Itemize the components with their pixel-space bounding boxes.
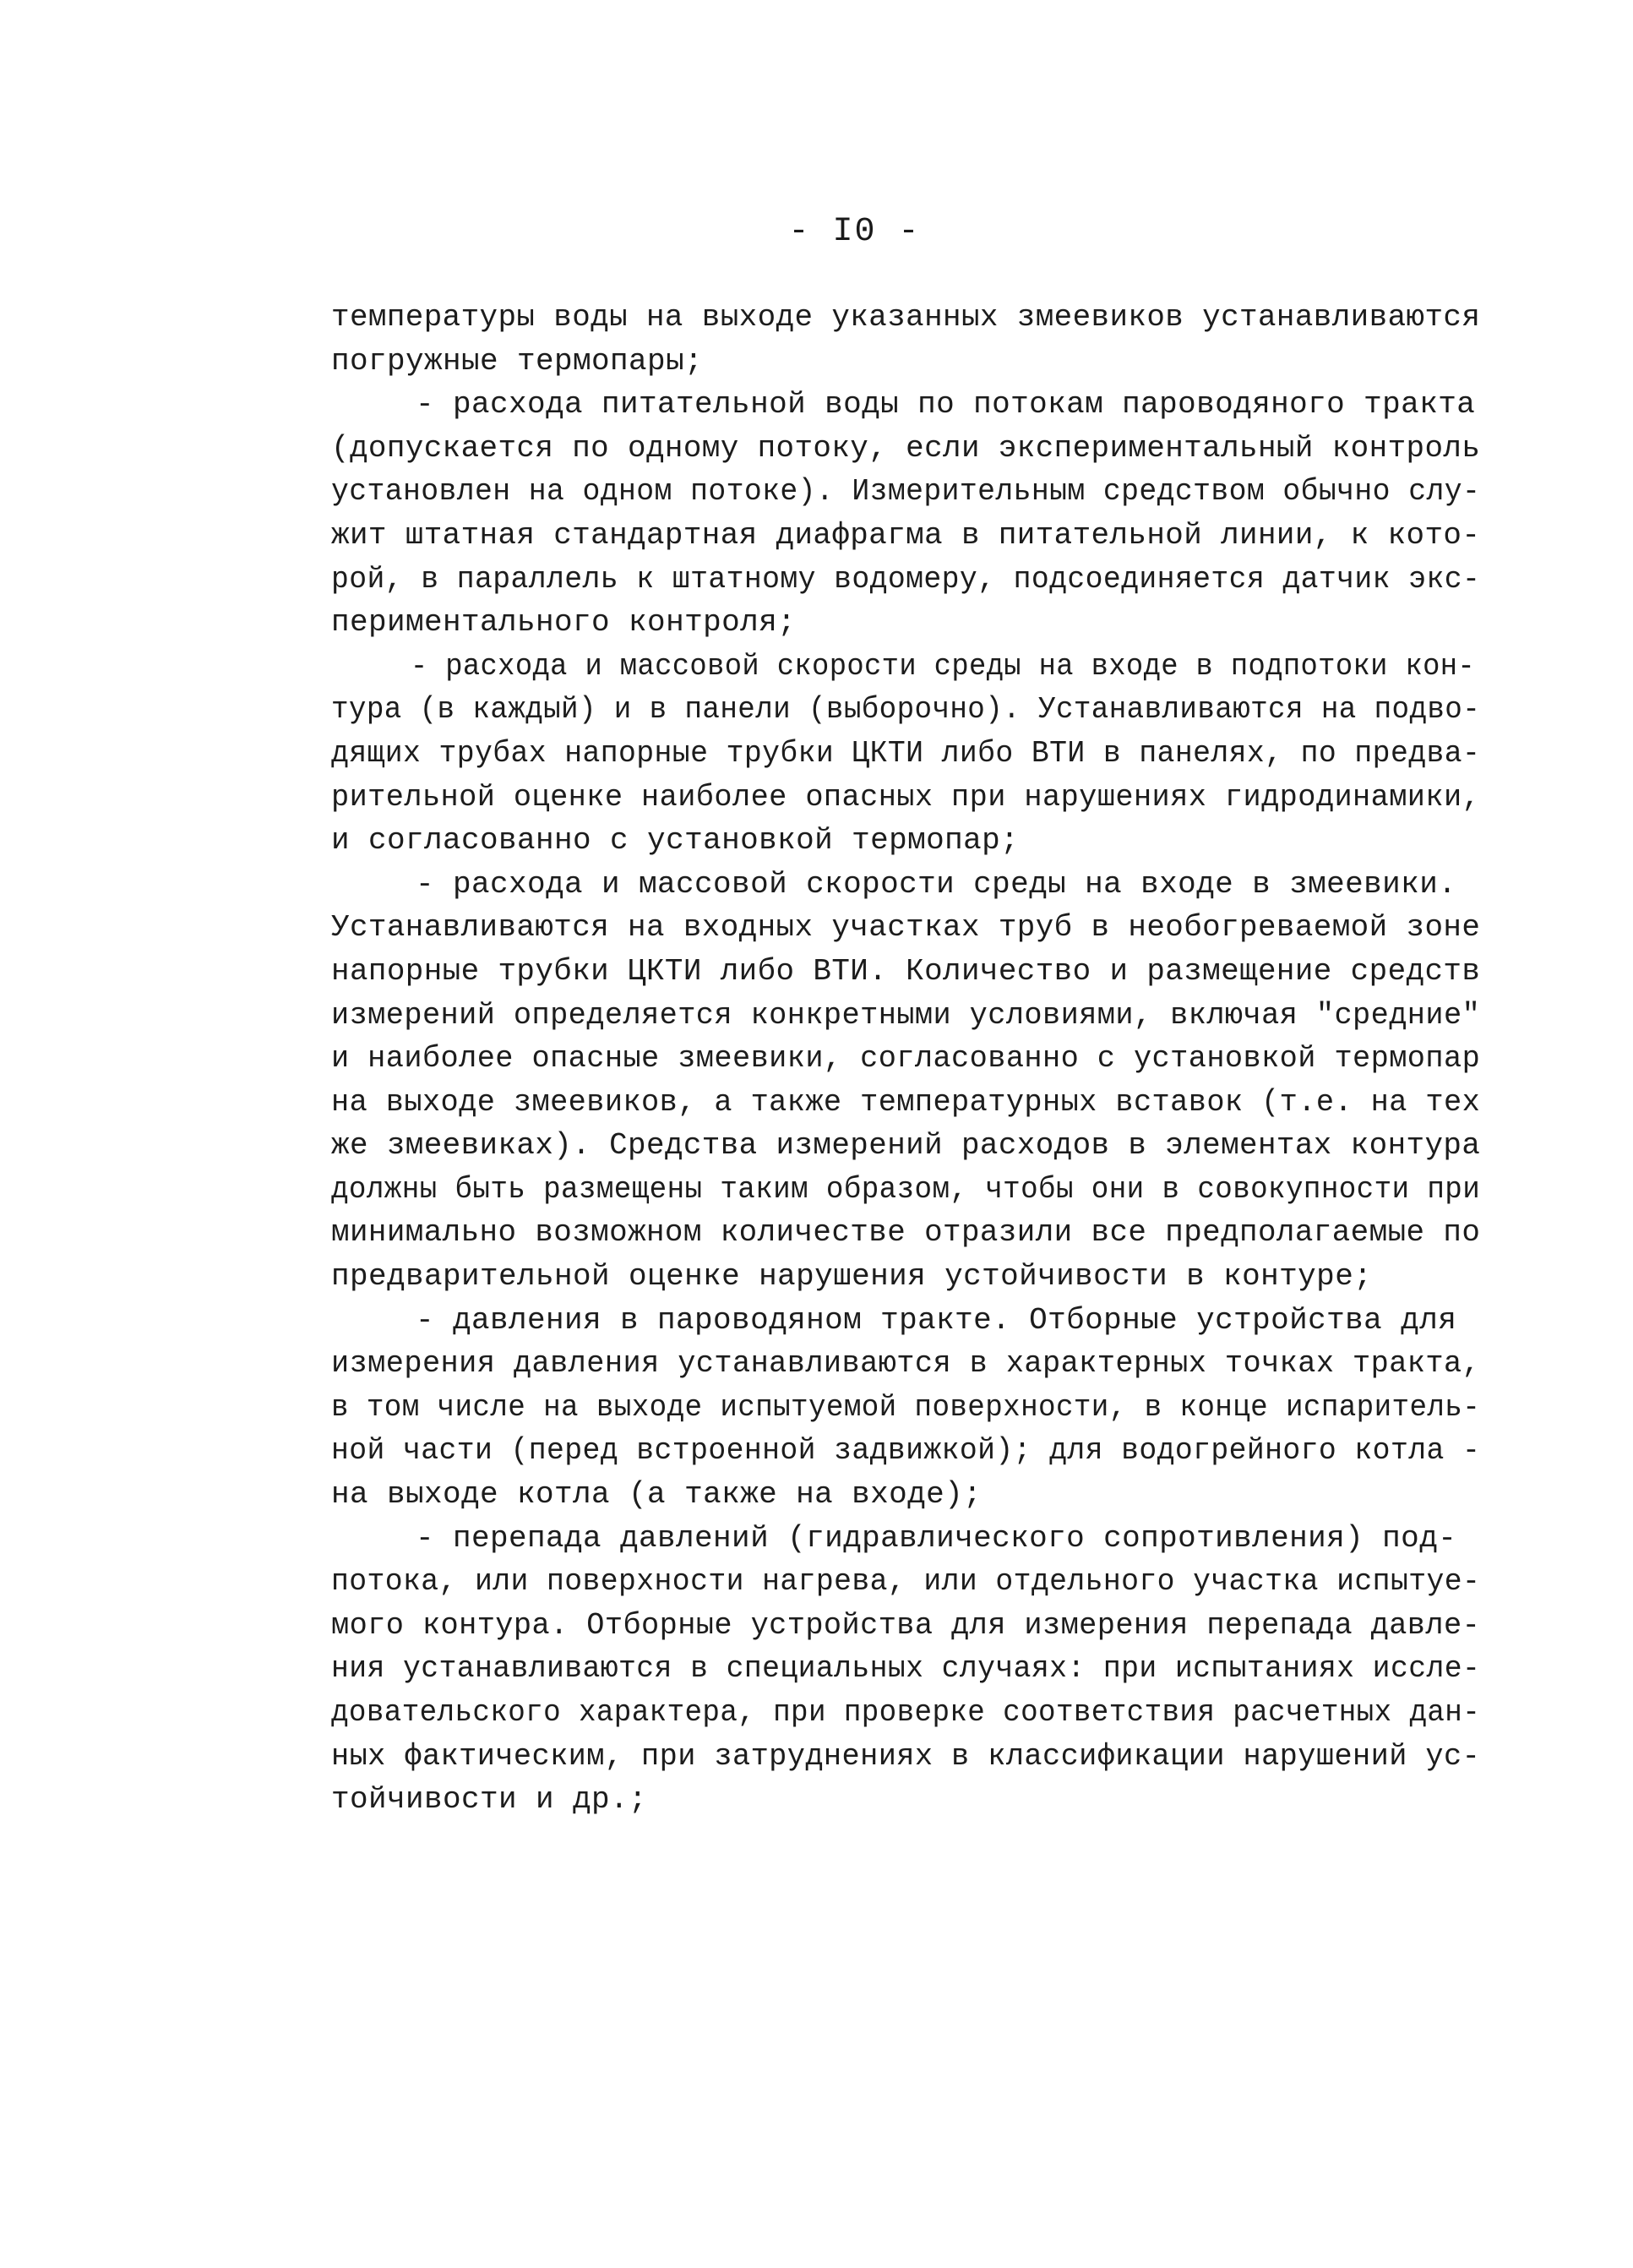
text-line: дящих трубах напорные трубки ЦКТИ либо ВТИ в панелях, по предва- [331,735,1481,771]
text-line: погружные термопары; [331,343,704,379]
text-line: жит штатная стандартная диафрагма в питательной линии, к кото- [331,517,1481,553]
text-line: установлен на одном потоке). Измерительным средством обычно слу- [331,474,1481,510]
text-line: предварительной оценке нарушения устойчивости в контуре; [331,1259,1373,1295]
text-line: периментального контроля; [331,605,797,641]
text-line: же змеевиках). Средства измерений расходов в элементах контура [331,1128,1481,1164]
body-text [331,296,1480,1822]
text-line: довательского характера, при проверке соответствия расчетных дан- [331,1695,1481,1730]
text-line: в том числе на выходе испытуемой поверхности, в конце испаритель- [331,1389,1481,1425]
text-line: Устанавливаются на входных участках труб в необогреваемой зоне [331,910,1481,946]
text-line: на выходе котла (а также на входе); [331,1477,983,1513]
text-line: измерений определяется конкретными условиями, включая "средние" [331,997,1481,1033]
text-line: напорные трубки ЦКТИ либо ВТИ. Количество и размещение средств [331,953,1481,989]
page-number: - I0 - [788,213,921,251]
text-line: и согласованно с установкой термопар; [331,823,1020,859]
text-line: тойчивости и др.; [331,1782,648,1818]
text-line: ных фактическим, при затруднениях в классификации нарушений ус- [331,1738,1481,1774]
text-line: - расхода питательной воды по потокам пароводяного тракта [416,387,1476,423]
text-line: - давления в пароводяном тракте. Отборные устройства для [416,1302,1457,1338]
text-line: рительной оценке наиболее опасных при нарушениях гидродинамики, [331,779,1481,815]
text-line: - расхода и массовой скорости среды на входе в змеевики. [416,866,1457,902]
text-line: (допускается по одному потоку, если экспериментальный контроль [331,430,1481,466]
text-line: минимально возможном количестве отразили все предполагаемые по [331,1215,1481,1251]
text-line: на выходе змеевиков, а также температурных вставок (т.е. на тех [331,1084,1481,1120]
text-line: измерения давления устанавливаются в характерных точках тракта, [331,1346,1481,1382]
text-line: рой, в параллель к штатному водомеру, подсоединяется датчик экс- [331,561,1481,597]
text-line: потока, или поверхности нагрева, или отдельного участка испытуе- [331,1564,1481,1600]
text-line: должны быть размещены таким образом, чтобы они в совокупности при [331,1171,1481,1207]
text-line: тура (в каждый) и в панели (выборочно). Устанавливаются на подво- [331,692,1481,728]
text-line: температуры воды на выходе указанных змеевиков устанавливаются [331,300,1481,335]
text-line: ной части (перед встроенной задвижкой); для водогрейного котла - [331,1433,1481,1469]
text-line: ния устанавливаются в специальных случаях: при испытаниях иссле- [331,1651,1481,1687]
text-line: - перепада давлений (гидравлического сопротивления) под- [416,1520,1457,1556]
text-line: и наиболее опасные змеевики, согласованно с установкой термопар [331,1041,1481,1077]
text-line: - расхода и массовой скорости среды на входе в подпотоки кон- [410,648,1476,684]
text-line: мого контура. Отборные устройства для измерения перепада давле- [331,1607,1481,1643]
